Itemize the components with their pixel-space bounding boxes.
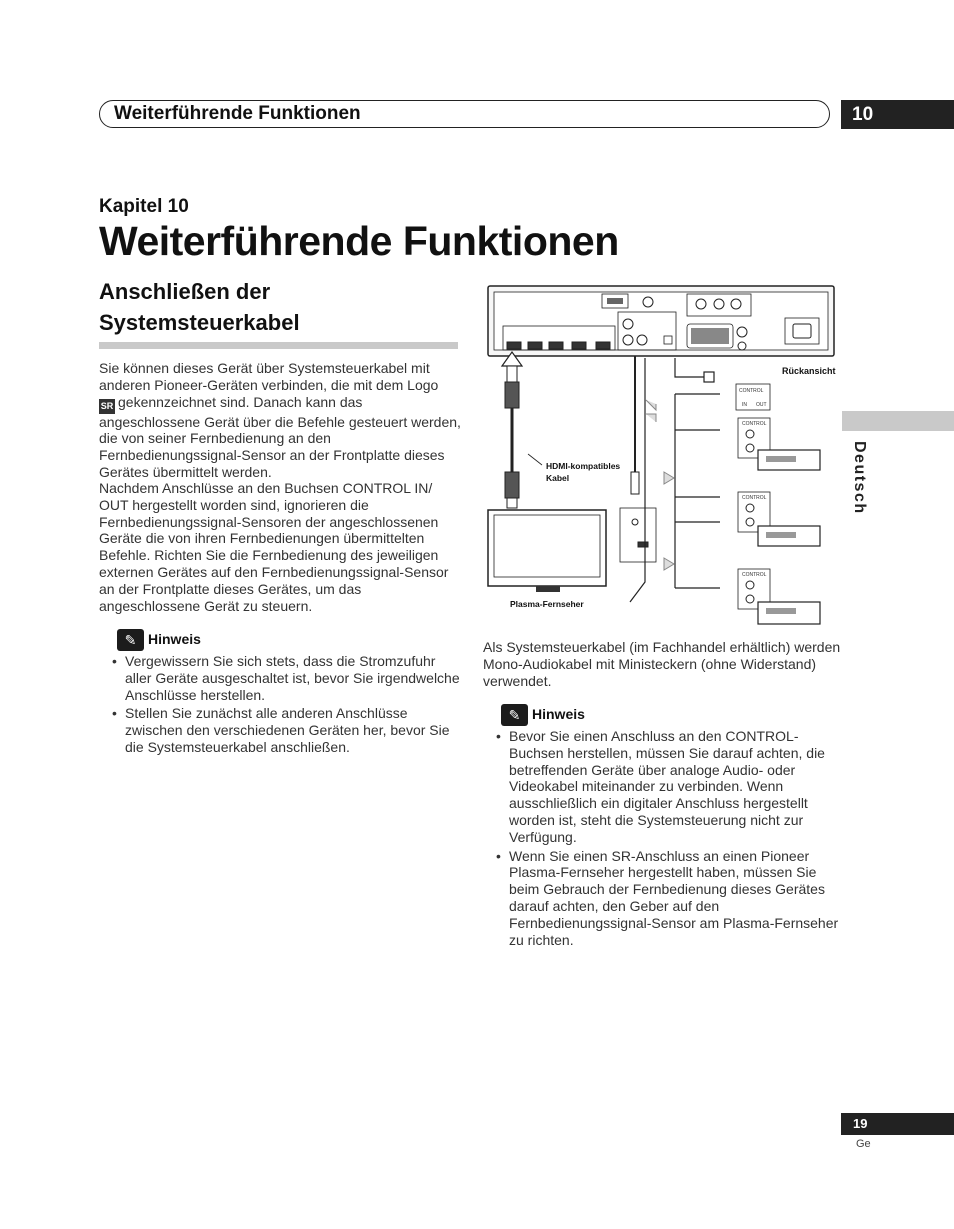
control-label-device2: CONTROL <box>742 495 767 501</box>
list-item: • Vergewissern Sie sich stets, dass die Stromzufuhr aller Geräte ausgeschaltet ist, bevor Sie irgendwelche Anschlüsse herstellen. <box>101 653 461 703</box>
hdmi-cable <box>502 352 522 508</box>
list-item: • Wenn Sie einen SR-Anschluss an einen Pioneer Plasma-Fernseher hergestellt haben, müssen Sie beim Gebrauch der Fernbedienung dieses Gerätes darauf achten, den Geber auf den Fernbedienungssignal-Sensor am Plasma-Fernseher zu richten. <box>485 848 847 949</box>
note-title-right: Hinweis <box>532 706 585 723</box>
chapter-title: Weiterführende Funktionen <box>99 218 619 264</box>
control-paragraph: Nachdem Anschlüsse an den Buchsen CONTROL IN/ OUT hergestellt worden sind, ignorieren die Fernbedienungssignal-Sensoren der angeschlossenen Geräte die von ihren Fernbedienungen übermittelten Befehle. Richten Sie die Fernbedienung des jeweiligen externen Gerätes auf den Fernbedienungssignal-Sensor an der Frontplatte dieses Gerätes, um das angeschlossene Gerät zu steuern. <box>99 480 449 614</box>
language-label <box>850 441 876 515</box>
control-label-device3: CONTROL <box>742 572 767 578</box>
intro-paragraph <box>99 360 461 481</box>
sr-logo-icon: SR <box>99 399 115 414</box>
list-item: • Bevor Sie einen Anschluss an den CONTROL-Buchsen herstellen, müssen Sie darauf achten, die betreffenden Geräte über analoge Audio- oder Videokabel miteinander zu verbinden. Wenn ausschließlich ein digitaler Anschluss hergestellt worden ist, steht die Systemsteuerung nicht zur Verfügung. <box>485 728 847 846</box>
pencil-note-icon: ✎ <box>117 629 144 651</box>
header-section-title: Weiterführende Funktionen <box>114 103 361 124</box>
intro-text-b: gekennzeichnet sind. Danach kann das angeschlossene Gerät über die Befehle gesteuert werden, die von seiner Fernbedienung an den Fernbedienungssignal-Sensor an der Frontplatte dieses Gerätes übermittelt werden. <box>99 393 461 480</box>
intro-text-a: Sie können dieses Gerät über Systemsteuerkabel mit anderen Pioneer-Geräten verbinden, die mit dem Logo <box>99 360 439 393</box>
plasma-tv <box>488 510 606 592</box>
pencil-note-icon: ✎ <box>501 704 528 726</box>
cable-paragraph: Als Systemsteuerkabel (im Fachhandel erhältlich) werden Mono-Audiokabel mit Ministeckern (ohne Widerstand) verwendet. <box>483 639 841 689</box>
list-item: • Stellen Sie zunächst alle anderen Anschlüsse zwischen den verschiedenen Geräten her, bevor Sie die Systemsteuerkabel anschließen. <box>101 705 461 755</box>
page-lang-code: Ge <box>856 1138 871 1150</box>
rear-view-label: Rückansicht <box>782 366 836 376</box>
control-label-device1: CONTROL <box>742 421 767 427</box>
page-number: 19 <box>841 1113 954 1135</box>
section-divider <box>99 342 458 349</box>
arrow-icon <box>646 400 656 422</box>
out-label: OUT <box>756 402 767 408</box>
control-label-main: CONTROL <box>739 388 764 394</box>
note-title-left: Hinweis <box>148 631 201 648</box>
note-list-left <box>101 653 461 758</box>
language-tab <box>842 411 954 431</box>
rear-panel <box>488 286 834 356</box>
hdmi-label-line2: Kabel <box>546 473 570 483</box>
note-heading-left <box>117 629 201 651</box>
chapter-label: Kapitel 10 <box>99 196 189 217</box>
tv-label: Plasma-Fernseher <box>510 599 584 609</box>
hdmi-label-line1: HDMI-kompatibles <box>546 461 621 471</box>
connected-devices <box>738 418 820 624</box>
language-text: Deutsch <box>851 441 868 515</box>
note-list-right <box>485 728 847 950</box>
section-title: Anschließen der Systemsteuerkabel <box>99 279 300 335</box>
connection-diagram <box>480 282 842 634</box>
header-chapter-number: 10 <box>841 100 954 129</box>
note-heading-right <box>501 704 585 726</box>
in-label: IN <box>742 402 747 408</box>
